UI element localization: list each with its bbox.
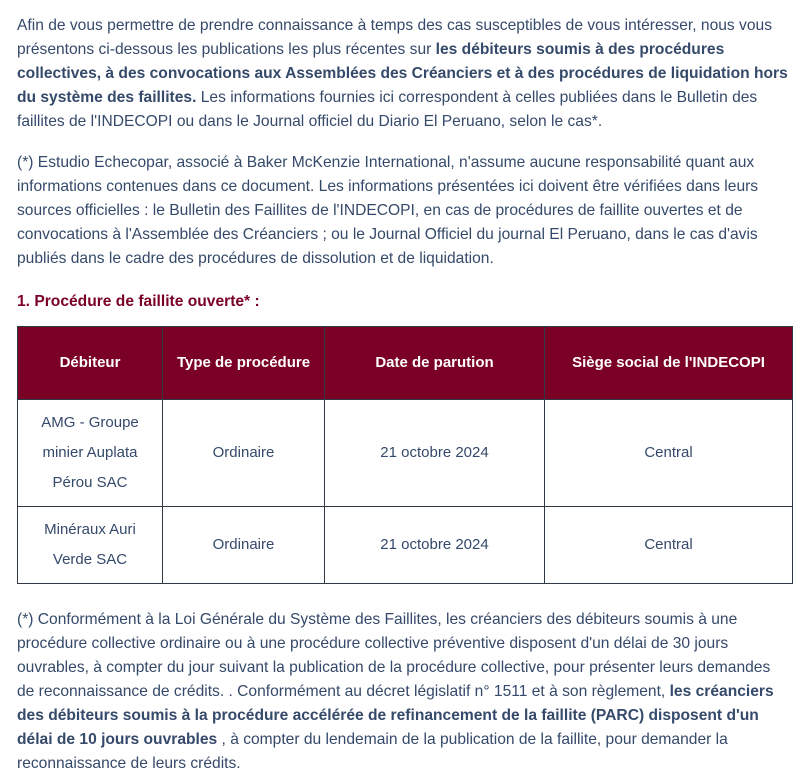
intro-paragraph bbox=[17, 14, 791, 134]
footnote-text-2: , à compter du lendemain de la publication de la faillite, pour demander la reconnaissance de leurs crédits. bbox=[17, 731, 728, 772]
cell-publication-date: 21 octobre 2024 bbox=[325, 507, 545, 584]
cell-debtor: Minéraux Auri Verde SAC bbox=[18, 507, 163, 584]
footnote-text-1: (*) Conformément à la Loi Générale du Système des Faillites, les créanciers des débiteurs soumis à une procédure collective ordinaire ou à une procédure collective préventive disposent d'un délai de 30 jours ouvrables, à compter du jour suivant la publication de la procédure collective, pour présenter leurs demandes de reconnaissance de crédits. . Conformément au décret législatif n° 1511 et à son règlement, bbox=[17, 611, 771, 700]
footnote-paragraph bbox=[17, 608, 791, 776]
cell-procedure-type: Ordinaire bbox=[163, 400, 325, 507]
table-row bbox=[18, 400, 793, 507]
header-procedure-type: Type de procédure bbox=[163, 327, 325, 400]
cell-indecopi-office: Central bbox=[545, 400, 793, 507]
intro-bold-text: les débiteurs soumis à des procédures collectives, à des convocations aux Assemblées des Créanciers et à des procédures de liquidation hors du système des faillites. bbox=[17, 41, 788, 106]
disclaimer-paragraph: (*) Estudio Echecopar, associé à Baker McKenzie International, n'assume aucune responsabilité quant aux informations contenues dans ce document. Les informations présentées ici doivent être vérifiées dans leurs sources officielles : le Bulletin des Faillites de l'INDECOPI, en cas de procédures de faillite ouvertes et de convocations à l'Assemblée des Créanciers ; ou le Journal Officiel du journal El Peruano, dans le cas d'avis publiés dans le cadre des procédures de dissolution et de liquidation. bbox=[17, 154, 759, 267]
table-header-row bbox=[18, 327, 793, 400]
header-publication-date: Date de parution bbox=[325, 327, 545, 400]
section-title: 1. Procédure de faillite ouverte* : bbox=[17, 293, 260, 310]
intro-text-1: Afin de vous permettre de prendre connaissance à temps des cas susceptibles de vous intéresser, nous vous présentons ci-dessous les publications les plus récentes sur bbox=[17, 17, 772, 58]
intro-text-2: Les informations fournies ici correspondent à celles publiées dans le Bulletin des faillites de l'INDECOPI ou dans le Journal officiel du Diario El Peruano, selon le cas*. bbox=[17, 89, 758, 130]
footnote-bold-text: les créanciers des débiteurs soumis à la procédure accélérée de refinancement de la faillite (PARC) disposent d'un délai de 10 jours ouvrables bbox=[17, 683, 774, 748]
procedures-table bbox=[17, 326, 793, 584]
cell-debtor: AMG - Groupe minier Auplata Pérou SAC bbox=[18, 400, 163, 507]
cell-indecopi-office: Central bbox=[545, 507, 793, 584]
cell-procedure-type: Ordinaire bbox=[163, 507, 325, 584]
header-indecopi-office: Siège social de l'INDECOPI bbox=[545, 327, 793, 400]
header-debtor: Débiteur bbox=[18, 327, 163, 400]
table-row bbox=[18, 507, 793, 584]
cell-publication-date: 21 octobre 2024 bbox=[325, 400, 545, 507]
